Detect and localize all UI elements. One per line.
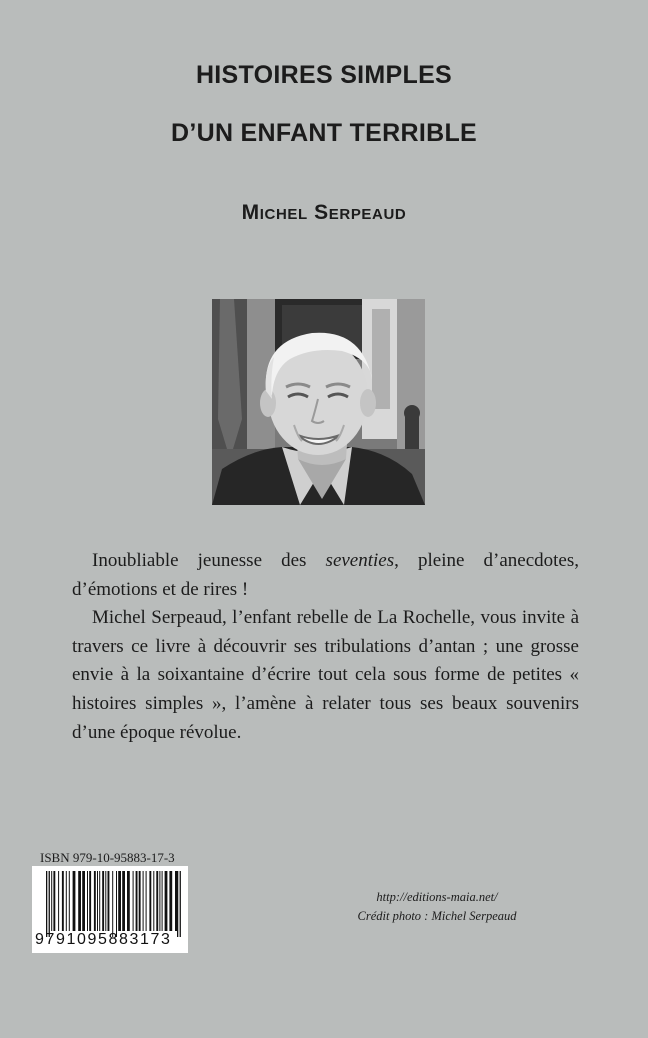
barcode-bar xyxy=(153,871,154,931)
barcode-bar xyxy=(46,871,47,937)
barcode-bar xyxy=(97,871,98,931)
barcode-bar xyxy=(177,871,178,937)
author-name: Michel Serpeaud xyxy=(241,201,407,224)
barcode-bar xyxy=(94,871,96,931)
barcode-bar xyxy=(82,871,85,931)
barcode-bar xyxy=(180,871,181,937)
barcode-bar xyxy=(51,871,52,931)
barcode-bar xyxy=(69,871,70,931)
barcode-bar xyxy=(139,871,141,931)
isbn-label: ISBN 979-10-95883-17-3 xyxy=(40,850,175,865)
barcode-bar xyxy=(122,871,125,931)
barcode-bar xyxy=(62,871,64,931)
barcode-bar xyxy=(156,871,158,931)
barcode-bar xyxy=(133,871,134,931)
barcode-bar xyxy=(89,871,91,931)
barcode-digits: 9791095883173 xyxy=(35,931,172,948)
publisher-credits xyxy=(320,888,554,926)
barcode-bar xyxy=(159,871,160,931)
barcode-bar xyxy=(66,871,67,931)
barcode-bar xyxy=(149,871,151,931)
barcode-bar xyxy=(87,871,88,931)
barcode-bar xyxy=(143,871,144,931)
barcode-bar xyxy=(127,871,130,931)
barcode-bar xyxy=(118,871,121,931)
book-title-line-2: D’UN ENFANT TERRIBLE xyxy=(171,119,477,147)
barcode-bar xyxy=(105,871,106,931)
publisher-url: http://editions-maia.net/ xyxy=(376,890,498,904)
photo-credit: Crédit photo : Michel Serpeaud xyxy=(357,909,517,923)
barcode-bar xyxy=(112,871,113,937)
barcode-bar xyxy=(146,871,147,931)
italic-word: seventies xyxy=(325,550,395,571)
blurb-paragraph-2: Michel Serpeaud, l’enfant rebelle de La Rochelle, vous invite à travers ce livre à découvrir ses tribulations d’antan ; une grosse envie à la soixantaine d’écrire tout cela sous forme de petites « histoires simples », l’amène à relater tous ses beaux souvenirs d’une époque révolue. xyxy=(72,607,579,743)
author-photo xyxy=(212,299,425,505)
barcode-bar xyxy=(108,871,110,931)
barcode-bar xyxy=(162,871,163,931)
barcode-bar xyxy=(136,871,138,931)
barcode-bar xyxy=(102,871,104,931)
barcode-bar xyxy=(58,871,59,931)
barcode-bar xyxy=(99,871,100,931)
barcode-bar xyxy=(73,871,76,931)
barcode-bar xyxy=(116,871,117,937)
barcode-bar xyxy=(169,871,172,931)
blurb-paragraph-1: Inoubliable jeunesse des seventies, pleine d’anecdotes, d’émotions et de rires ! xyxy=(72,550,579,600)
blurb-text xyxy=(72,547,579,747)
barcode-bar xyxy=(165,871,168,931)
book-title-line-1: HISTOIRES SIMPLES xyxy=(195,61,453,89)
isbn-barcode xyxy=(32,866,188,953)
barcode-bar xyxy=(49,871,50,937)
barcode-bar xyxy=(78,871,81,931)
barcode-bar xyxy=(53,871,55,931)
